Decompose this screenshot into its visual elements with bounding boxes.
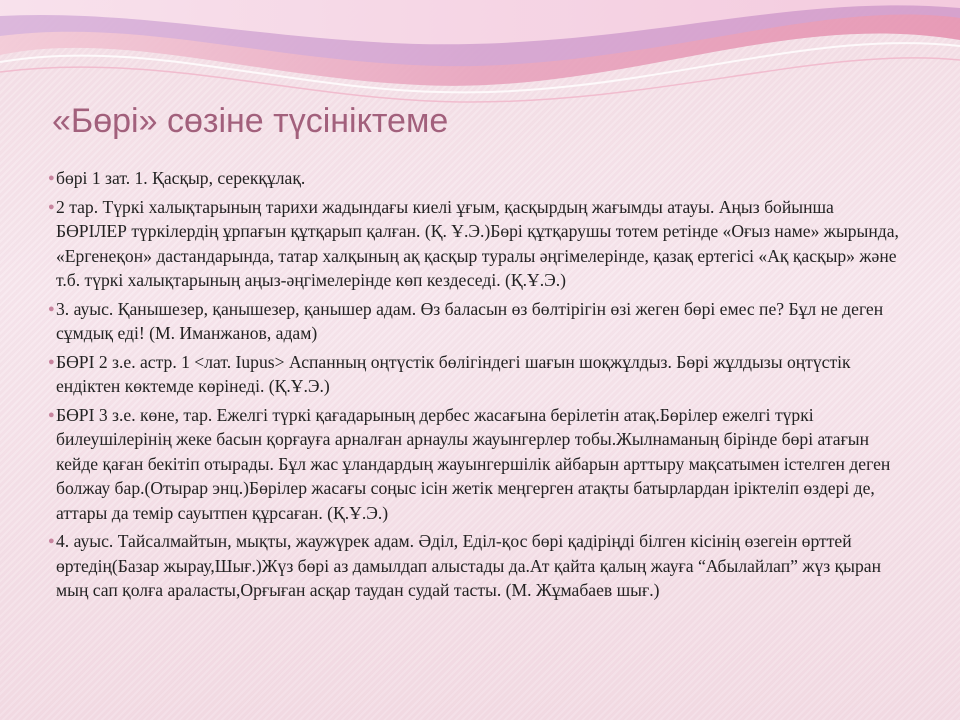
definition-list bbox=[48, 166, 908, 607]
list-item bbox=[48, 297, 908, 346]
list-item bbox=[48, 350, 908, 399]
list-item-text: БӨРІ 2 з.е. астр. 1 <лат. Iupus> Аспанның оңтүстік бөлігіндегі шағын шоқжұлдыз. Бөрі жұлдызы оңтүстік ендіктен көктемде көрінеді. (Қ.Ұ.Э.) bbox=[56, 351, 851, 396]
bullet-icon: ● bbox=[48, 302, 55, 315]
bullet-icon: ● bbox=[48, 408, 55, 421]
slide-title: «Бөрі» сөзіне түсініктеме bbox=[52, 102, 449, 140]
list-item-text: 4. ауыс. Тайсалмайтын, мықты, жаужүрек адам. Әділ, Еділ-қос бөрі қадіріңді білген кісінің өзегеін өрттей өртедің(Базар жырау,Шығ.)Жүз бөрі аз дамылдап алыстады да.Ат қайта қалың жауға “Абылайлап” жүз қыран мың сап қолға араласты,Орғыған асқар таудан судай тасты. (М. Жұмабаев шығ.) bbox=[56, 531, 882, 600]
list-item bbox=[48, 403, 908, 526]
list-item bbox=[48, 529, 908, 603]
list-item-text: БӨРІ 3 з.е. көне, тар. Ежелгі түркі қағадарының дербес жасағына берілетін атақ.Бөрілер ежелгі түркі билеушілерінің жеке басын қорғауға арналған арнаулы жауынгерлер тобы.Жылнаманың бірінде бөрі атағын кейде қаған бекітіп отырады. Бұл жас ұландардың жауынгершілік айбарын арттыру мақсатымен істелген деген болжау бар.(Отырар энц.)Бөрілер жасағы соңыс ісін жетік меңгерген атақты батырлардан іріктеліп өздері де, аттары да темір сауытпен құрсаған. (Қ.Ұ.Э.) bbox=[56, 404, 891, 523]
bullet-icon: ● bbox=[48, 200, 55, 213]
bullet-icon: ● bbox=[48, 172, 55, 184]
bullet-icon: ● bbox=[48, 535, 55, 547]
list-item-text: 3. ауыс. Қанышезер, қанышезер, қанышер адам. Өз баласын өз бөлтірігін өзі жеген бөрі емес пе? Бұл не деген сұмдық еді! (М. Иманжанов, адам) bbox=[56, 298, 884, 343]
list-item bbox=[48, 166, 908, 191]
decorative-wave-band bbox=[0, 0, 960, 110]
list-item bbox=[48, 195, 908, 293]
bullet-icon: ● bbox=[48, 355, 55, 368]
list-item-text: 2 тар. Түркі халықтарының тарихи жадындағы киелі ұғым, қасқырдың жағымды атауы. Аңыз бойынша БӨРІЛЕР түркілердің ұрпағын құтқарып қалған. (Қ. Ұ.Э.)Бөрі құтқарушы тотем ретінде «Оғыз наме» жырында, «Ергенеқон» дастандарында, татар халқының ақ қасқыр туралы әңгімелерінде, қазақ ертегісі «Ақ қасқыр» және т.б. түркі халықтарының аңыз-әңгімелерінде көп кездеседі. (Қ.Ұ.Э.) bbox=[56, 196, 899, 290]
list-item-text: бөрі 1 зат. 1. Қасқыр, серекқұлақ. bbox=[56, 168, 306, 188]
